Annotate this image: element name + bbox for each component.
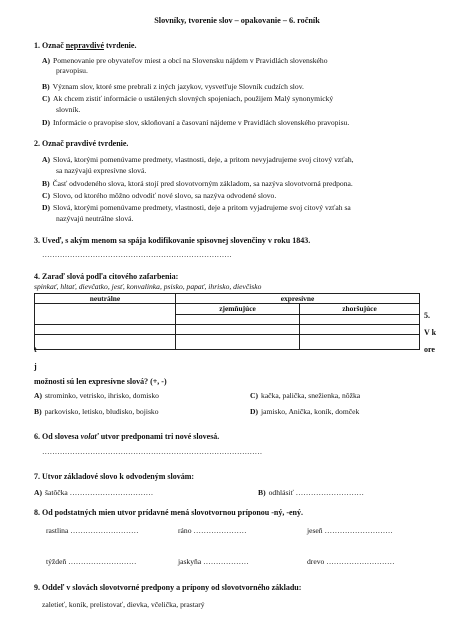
q1-option-c-text: Ak chcem zistiť informácie o ustálených slovných spojeniach, použijem Malý synonymický	[53, 94, 334, 103]
q1-option-b[interactable]	[42, 82, 447, 91]
q2-option-c-letter: C)	[42, 191, 51, 200]
q5-text-fragment-j: j	[34, 362, 37, 371]
col-neutral-header: neutrálne	[35, 294, 176, 304]
q9-heading: 9. Oddeľ v slovách slovotvorné predpony a prípony od slovotvorného základu:	[34, 583, 302, 592]
q5-number-fragment: 5.	[424, 311, 430, 320]
q2-option-d-cont: nazývajú neutrálne slová.	[56, 214, 134, 223]
q5-heading: možnosti sú len expresívne slová? (+, -)	[34, 377, 167, 386]
q5-text-fragment-t: t	[34, 345, 37, 354]
q1-option-d[interactable]	[42, 118, 447, 127]
q5-text-fragment-ore: ore	[424, 345, 435, 354]
augmentative-answer-cell-2[interactable]	[300, 324, 420, 334]
q6-heading-a: 6. Od slovesa	[34, 432, 81, 441]
q2-option-a-cont: sa nazývajú expresívne slová.	[56, 166, 147, 175]
q5-text-fragment-vk: V k	[424, 328, 437, 337]
q1-option-a-text: Pomenovanie pre obyvateľov miest a obcí na Slovensku nájdem v Pravidlách slovenského	[53, 56, 328, 65]
q8-row2-item3[interactable]: drevo ………………………	[307, 557, 395, 566]
q5-option-c[interactable]	[250, 391, 360, 400]
q3-answer-line[interactable]: …………………………………………………………………	[42, 250, 232, 259]
q1-option-a-letter: A)	[42, 56, 51, 65]
q4-word-list: spinkať, hltať, dievčatko, jesť, konvalinka, psisko, papať, ihrisko, dievčisko	[34, 282, 262, 291]
augmentative-answer-cell-3[interactable]	[300, 334, 420, 349]
q5-option-c-letter: C)	[250, 391, 259, 400]
col-augmentative-header: zhoršujúce	[300, 304, 420, 314]
q1-option-c[interactable]	[42, 94, 447, 103]
q8-row1-item2[interactable]: ráno …………………	[178, 526, 247, 535]
neutral-answer-cell-2[interactable]	[35, 324, 176, 334]
q5-option-b[interactable]	[34, 407, 159, 416]
diminutive-answer-cell[interactable]	[176, 314, 300, 324]
q1-heading-c: tvrdenie.	[104, 41, 137, 50]
q8-row2-item2[interactable]: jaskyňa ………………	[178, 557, 249, 566]
q8-heading: 8. Od podstatných mien utvor prídavné mená slovotvornou príponou -ný, -ený.	[34, 508, 303, 517]
q2-option-b-letter: B)	[42, 179, 50, 188]
q2-option-a[interactable]	[42, 155, 447, 164]
diminutive-answer-cell-2[interactable]	[176, 324, 300, 334]
q7-item-b-text: odhlásiť ………………………	[268, 488, 365, 497]
q5-option-d[interactable]	[250, 407, 359, 416]
q5-option-b-letter: B)	[34, 407, 42, 416]
q2-option-d-text: Slová, ktorými pomenúvame predmety, vlastnosti, deje a pritom vyjadrujeme svoj citový vzťah sa	[53, 203, 351, 212]
q5-option-a[interactable]	[34, 391, 159, 400]
q7-item-a[interactable]	[34, 488, 153, 497]
q5-option-a-letter: A)	[34, 391, 43, 400]
q7-item-a-letter: A)	[34, 488, 43, 497]
q5-option-b-text: parkovisko, letisko, bludisko, bojisko	[44, 407, 159, 416]
q2-option-c-text: Slovo, od ktorého môžno odvodiť nové slovo, sa nazýva odvodené slovo.	[53, 191, 277, 200]
q2-option-b[interactable]	[42, 179, 447, 188]
q4-heading: 4. Zaraď slová podľa citového zafarbenia:	[34, 272, 179, 281]
q1-heading-underlined: nepravdivé	[65, 41, 105, 50]
q1-option-b-letter: B)	[42, 82, 50, 91]
q2-option-a-letter: A)	[42, 155, 51, 164]
q1-option-a[interactable]	[42, 56, 447, 65]
q6-heading	[34, 432, 219, 442]
q1-option-d-text: Informácie o pravopise slov, skloňovaní a časovaní nájdeme v Pravidlách slovenského pravopisu.	[53, 118, 350, 127]
q6-answer-line[interactable]: ……………………………………………………………………………	[42, 447, 263, 456]
q9-word-list: zaletieť, koník, prelistovať, dievka, včelička, prastarý	[42, 600, 205, 609]
q5-option-d-letter: D)	[250, 407, 259, 416]
neutral-answer-cell[interactable]	[35, 304, 176, 324]
q7-heading: 7. Utvor základové slovo k odvodeným slovám:	[34, 472, 195, 481]
q7-item-b[interactable]	[258, 488, 364, 497]
q6-heading-c: utvor predponami tri nové slovesá.	[98, 432, 220, 441]
col-expressive-header: expresívne	[176, 294, 420, 304]
augmentative-answer-cell[interactable]	[300, 314, 420, 324]
q1-heading-a: 1. Označ	[34, 41, 66, 50]
q1-option-b-text: Význam slov, ktoré sme prebrali z iných jazykov, vysvetľuje Slovník cudzích slov.	[52, 82, 304, 91]
q2-option-d[interactable]	[42, 203, 447, 212]
q8-row1-item3[interactable]: jeseň ………………………	[307, 526, 393, 535]
q1-option-c-letter: C)	[42, 94, 51, 103]
q1-option-c-cont: slovník.	[56, 105, 81, 114]
q5-option-d-text: jamisko, Anička, koník, domček	[261, 407, 360, 416]
q6-heading-verb: volať	[80, 432, 99, 441]
q2-option-d-letter: D)	[42, 203, 51, 212]
q1-option-d-letter: D)	[42, 118, 51, 127]
q2-heading: 2. Označ pravdivé tvrdenie.	[34, 139, 129, 148]
diminutive-answer-cell-3[interactable]	[176, 334, 300, 349]
q5-option-a-text: strominko, vetrisko, ihrisko, domisko	[45, 391, 159, 400]
q4-classification-table	[34, 293, 420, 350]
q5-option-c-text: kačka, palička, snežienka, nôžka	[261, 391, 361, 400]
q1-option-a-cont: pravopisu.	[56, 66, 88, 75]
q3-heading: 3. Uveď, s akým menom sa spája kodifikovanie spisovnej slovenčiny v roku 1843.	[34, 236, 311, 245]
q2-option-c[interactable]	[42, 191, 447, 200]
q7-item-b-letter: B)	[258, 488, 266, 497]
neutral-answer-cell-3[interactable]	[35, 334, 176, 349]
q1-heading	[34, 41, 136, 51]
q8-row2-item1[interactable]: týždeň ………………………	[46, 557, 137, 566]
q7-item-a-text: šatôčka ……………………………	[45, 488, 154, 497]
q2-option-a-text: Slová, ktorými pomenúvame predmety, vlastnosti, deje, a pritom nevyjadrujeme svoj citový vzťah,	[53, 155, 354, 164]
col-diminutive-header: zjemňujúce	[176, 304, 300, 314]
q2-option-b-text: Časť odvodeného slova, ktorá stojí pred slovotvorným základom, sa nazýva slovotvorná predpona.	[52, 179, 353, 188]
q8-row1-item1[interactable]: rastlina ………………………	[46, 526, 139, 535]
page-title: Slovníky, tvorenie slov – opakovanie – 6. ročník	[154, 16, 320, 25]
